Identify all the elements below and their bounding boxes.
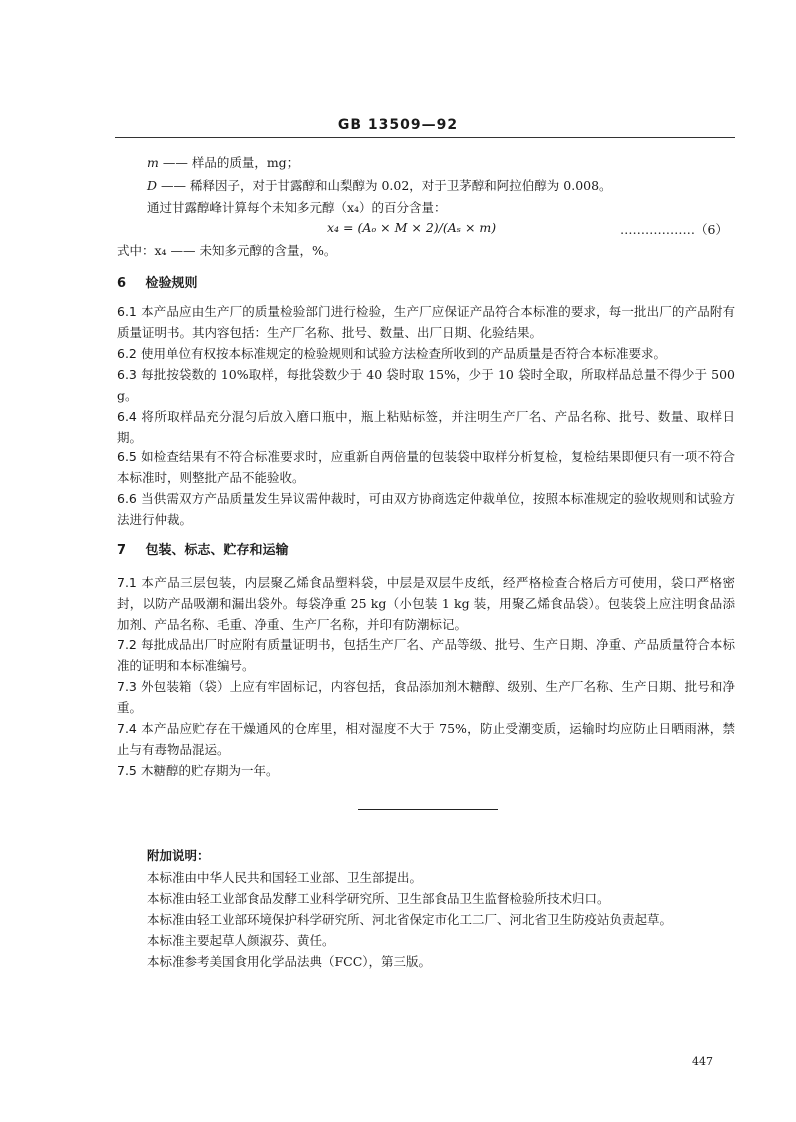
clause-number: 6.5: [117, 449, 137, 464]
clause-7-1: [117, 572, 735, 635]
notes-title: 附加说明：: [147, 848, 210, 863]
clause-number: 7.2: [117, 637, 137, 652]
clause-7-3: [117, 676, 735, 718]
note-line: 本标准由轻工业部环境保护科学研究所、河北省保定市化工二厂、河北省卫生防疫站负责起草。: [147, 912, 673, 927]
clause-6-4: [117, 406, 735, 448]
clause-text: 木糖醇的贮存期为一年。: [141, 763, 279, 778]
clause-number: 6.2: [117, 346, 137, 361]
clause-number: 6.1: [117, 304, 137, 319]
clause-text: 每批成品出厂时应附有质量证明书，包括生产厂名、产品等级、批号、生产日期、净重、产品质量符合本标准的证明和本标准编号。: [117, 637, 735, 673]
document-header: GB 13509—92: [337, 117, 459, 133]
clause-text: 本产品应贮存在干燥通风的仓库里，相对湿度不大于 75%，防止受潮变质，运输时均应防止日晒雨淋，禁止与有毒物品混运。: [117, 721, 735, 757]
clause-number: 6.6: [117, 491, 137, 506]
clause-6-2: [117, 343, 735, 364]
where-text: 式中：x₄ —— 未知多元醇的含量，%。: [117, 243, 337, 258]
section-7-number: 7: [117, 543, 127, 558]
page-number: 447: [692, 1055, 713, 1068]
clause-6-1: [117, 301, 735, 343]
clause-7-4: [117, 718, 735, 760]
clause-text: 如检查结果有不符合标准要求时，应重新自两倍量的包装袋中取样分析复检，复检结果即便只有一项不符合本标准时，则整批产品不能验收。: [117, 449, 735, 485]
section-7-heading: [117, 542, 289, 560]
clause-number: 7.4: [117, 721, 137, 736]
clause-6-5: [117, 446, 735, 488]
section-divider: [358, 809, 498, 810]
clause-number: 6.4: [117, 409, 137, 424]
clause-6-6: [117, 488, 735, 530]
clause-7-2: [117, 634, 735, 676]
calculation-intro: 通过甘露醇峰计算每个未知多元醇（x₄）的百分含量：: [147, 200, 447, 215]
clause-number: 6.3: [117, 367, 137, 382]
symbol-m: m: [147, 155, 159, 170]
clause-text: 每批按袋数的 10%取样，每批袋数少于 40 袋时取 15%，少于 10 袋时全取，所取样品总量不得少于 500 g。: [117, 367, 735, 403]
clause-text: 本产品应由生产厂的质量检验部门进行检验，生产厂应保证产品符合本标准的要求，每一批出厂的产品附有质量证明书。其内容包括：生产厂名称、批号、数量、出厂日期、化验结果。: [117, 304, 735, 340]
symbol-d: D: [147, 178, 158, 193]
header-rule: [115, 137, 735, 138]
clause-number: 7.1: [117, 575, 137, 590]
clause-number: 7.5: [117, 763, 137, 778]
clause-6-3: [117, 364, 735, 406]
formula: x₄ = (Aₒ × M × 2)/(Aₛ × m): [327, 220, 497, 235]
note-line: 本标准由轻工业部食品发酵工业科学研究所、卫生部食品卫生监督检验所技术归口。: [147, 891, 610, 906]
section-6-title: 检验规则: [145, 276, 198, 291]
section-6-number: 6: [117, 276, 127, 291]
clause-text: 使用单位有权按本标准规定的检验规则和试验方法检查所收到的产品质量是否符合本标准要求。: [141, 346, 667, 361]
definition-d-text: —— 稀释因子，对于甘露醇和山梨醇为 0.02，对于卫茅醇和阿拉伯醇为 0.008。: [161, 178, 612, 193]
clause-number: 7.3: [117, 679, 137, 694]
clause-text: 外包装箱（袋）上应有牢固标记，内容包括，食品添加剂木糖醇、级别、生产厂名称、生产日期、批号和净重。: [117, 679, 735, 715]
definition-m-text: —— 样品的质量，mg；: [162, 155, 300, 170]
note-line: 本标准由中华人民共和国轻工业部、卫生部提出。: [147, 870, 423, 885]
clause-7-5: [117, 760, 735, 781]
clause-text: 当供需双方产品质量发生异议需仲裁时，可由双方协商选定仲裁单位，按照本标准规定的验收规则和试验方法进行仲裁。: [117, 491, 735, 527]
definition-d: [147, 177, 612, 195]
definition-m: [147, 154, 299, 172]
clause-text: 本产品三层包装，内层聚乙烯食品塑料袋，中层是双层牛皮纸，经严格检查合格后方可使用，袋口严格密封，以防产品吸潮和漏出袋外。每袋净重 25 kg（小包装 1 kg 装，用聚乙烯食品袋）。包装袋上应注明食品添加剂、产品名称、毛重、净重、生产厂名称，并印有防潮标记。: [117, 575, 735, 632]
clause-text: 将所取样品充分混匀后放入磨口瓶中，瓶上粘贴标签，并注明生产厂名、产品名称、批号、数量、取样日期。: [117, 409, 735, 445]
section-6-heading: [117, 275, 198, 293]
section-7-title: 包装、标志、贮存和运输: [145, 543, 289, 558]
note-line: 本标准参考美国食用化学品法典（FCC），第三版。: [147, 954, 432, 969]
note-line: 本标准主要起草人颜淑芬、黄任。: [147, 933, 335, 948]
equation-number: ………………（6）: [620, 222, 728, 237]
